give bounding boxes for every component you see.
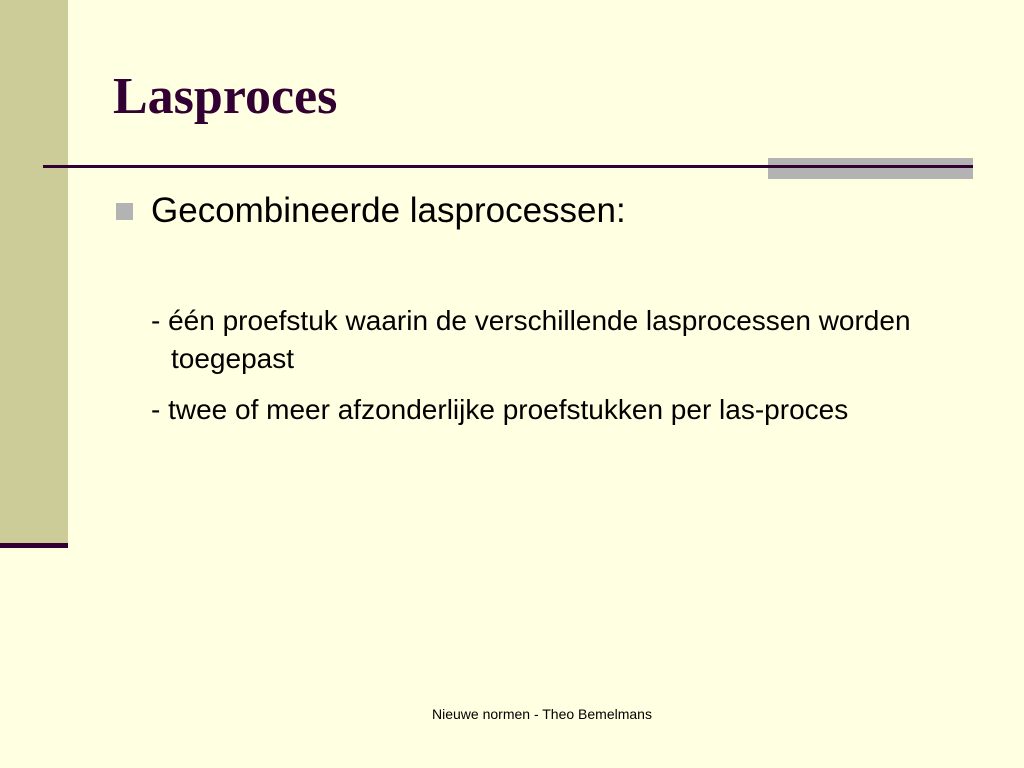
square-bullet-icon — [116, 203, 133, 220]
bullet-item — [116, 189, 626, 233]
divider-accent-block — [768, 158, 973, 179]
sub-item: - één proefstuk waarin de verschillende lasprocessen worden toegepast — [151, 305, 911, 374]
slide-title: Lasproces — [113, 68, 338, 125]
bullet-text: Gecombineerde lasprocessen: — [151, 191, 626, 230]
side-band-accent — [0, 543, 68, 548]
divider-accent-line — [768, 165, 973, 168]
sub-item: - twee of meer afzonderlijke proefstukken per las-proces — [151, 394, 849, 425]
side-band — [0, 0, 68, 546]
slide-footer: Nieuwe normen - Theo Bemelmans — [432, 706, 652, 722]
